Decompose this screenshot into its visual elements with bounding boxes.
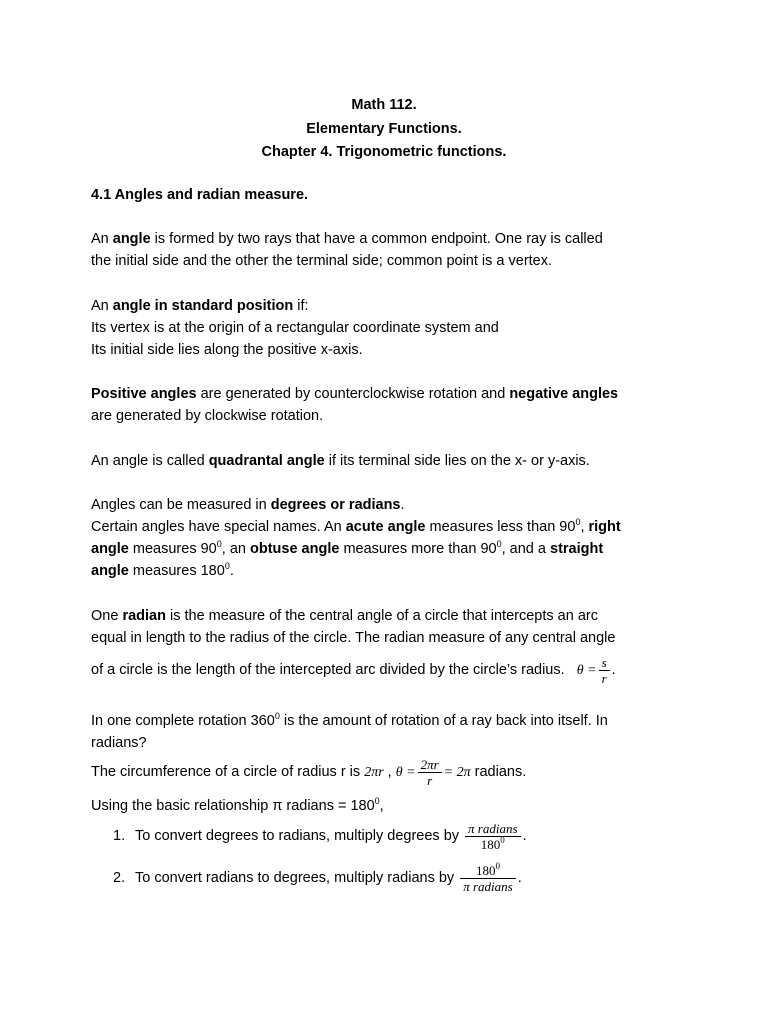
angle-definition-line-1: An angle is formed by two rays that have a common endpoint. One ray is called	[91, 231, 603, 247]
course-title: Math 112.	[351, 97, 417, 113]
two-pi-r-over-r-fraction: $\frac{2\pi r}{r}$	[418, 757, 442, 788]
radian-definition-line-3: of a circle is the length of the intercepted arc divided by the circle’s radius. θ = $\frac{s}{r}$ .	[91, 654, 616, 686]
180-over-pi-radians-fraction: $\frac{180^0}{\text{π radians}}$	[460, 863, 516, 894]
standard-position-line-1: An angle in standard position if:	[91, 298, 309, 314]
two-pi-r: 2πr	[364, 765, 384, 780]
radian-definition-line-2: equal in length to the radius of the circle. The radian measure of any central angle	[91, 630, 616, 646]
quadrantal-angle-line: An angle is called quadrantal angle if its terminal side lies on the x- or y-axis.	[91, 453, 590, 469]
positive-negative-line-1: Positive angles are generated by counterclockwise rotation and negative angles	[91, 386, 619, 402]
standard-position-line-3: Its initial side lies along the positive x-axis.	[91, 342, 363, 358]
special-names-line-2: angle measures $90^0$, an obtuse angle measures more than $90^0$, and a straight	[91, 539, 604, 557]
theta-equals: θ =	[576, 663, 597, 678]
full-rotation-line-2: radians?	[91, 735, 147, 751]
list-item: 1. To convert degrees to radians, multiply degrees by $\frac{\text{π radians}}{180^0}$ .	[113, 820, 527, 852]
chapter-title: Chapter 4. Trigonometric functions.	[261, 144, 507, 160]
special-names-line-3: angle measures $180^0$.	[91, 561, 234, 579]
full-rotation-line-1: In one complete rotation $360^0$ is the amount of rotation of a ray back into itself. In	[91, 711, 608, 729]
radian-definition-line-1: One radian is the measure of the central angle of a circle that intercepts an arc	[91, 608, 598, 624]
positive-negative-line-2: are generated by clockwise rotation.	[91, 408, 324, 424]
section-heading: 4.1 Angles and radian measure.	[91, 187, 309, 203]
basic-relationship-line: Using the basic relationship π radians = $180^0$,	[91, 796, 384, 814]
list-item: 2. To convert radians to degrees, multiply radians by $\frac{180^0}{\text{π radians}}$ .	[113, 860, 522, 894]
s-over-r-fraction: $\frac{s}{r}$	[599, 655, 610, 686]
pi-radians-over-180-fraction: $\frac{\text{π radians}}{180^0}$	[465, 821, 521, 852]
standard-position-line-2: Its vertex is at the origin of a rectangular coordinate system and	[91, 320, 499, 336]
circumference-line: The circumference of a circle of radius r is 2πr , θ = $\frac{2\pi r}{r}$ = 2π radians.	[91, 756, 527, 788]
special-names-line-1: Certain angles have special names. An acute angle measures less than $90^0$, right	[91, 517, 621, 535]
course-name: Elementary Functions.	[306, 121, 462, 137]
angle-definition-line-2: the initial side and the other the terminal side; common point is a vertex.	[91, 253, 553, 269]
measure-units-line: Angles can be measured in degrees or radians.	[91, 497, 405, 513]
